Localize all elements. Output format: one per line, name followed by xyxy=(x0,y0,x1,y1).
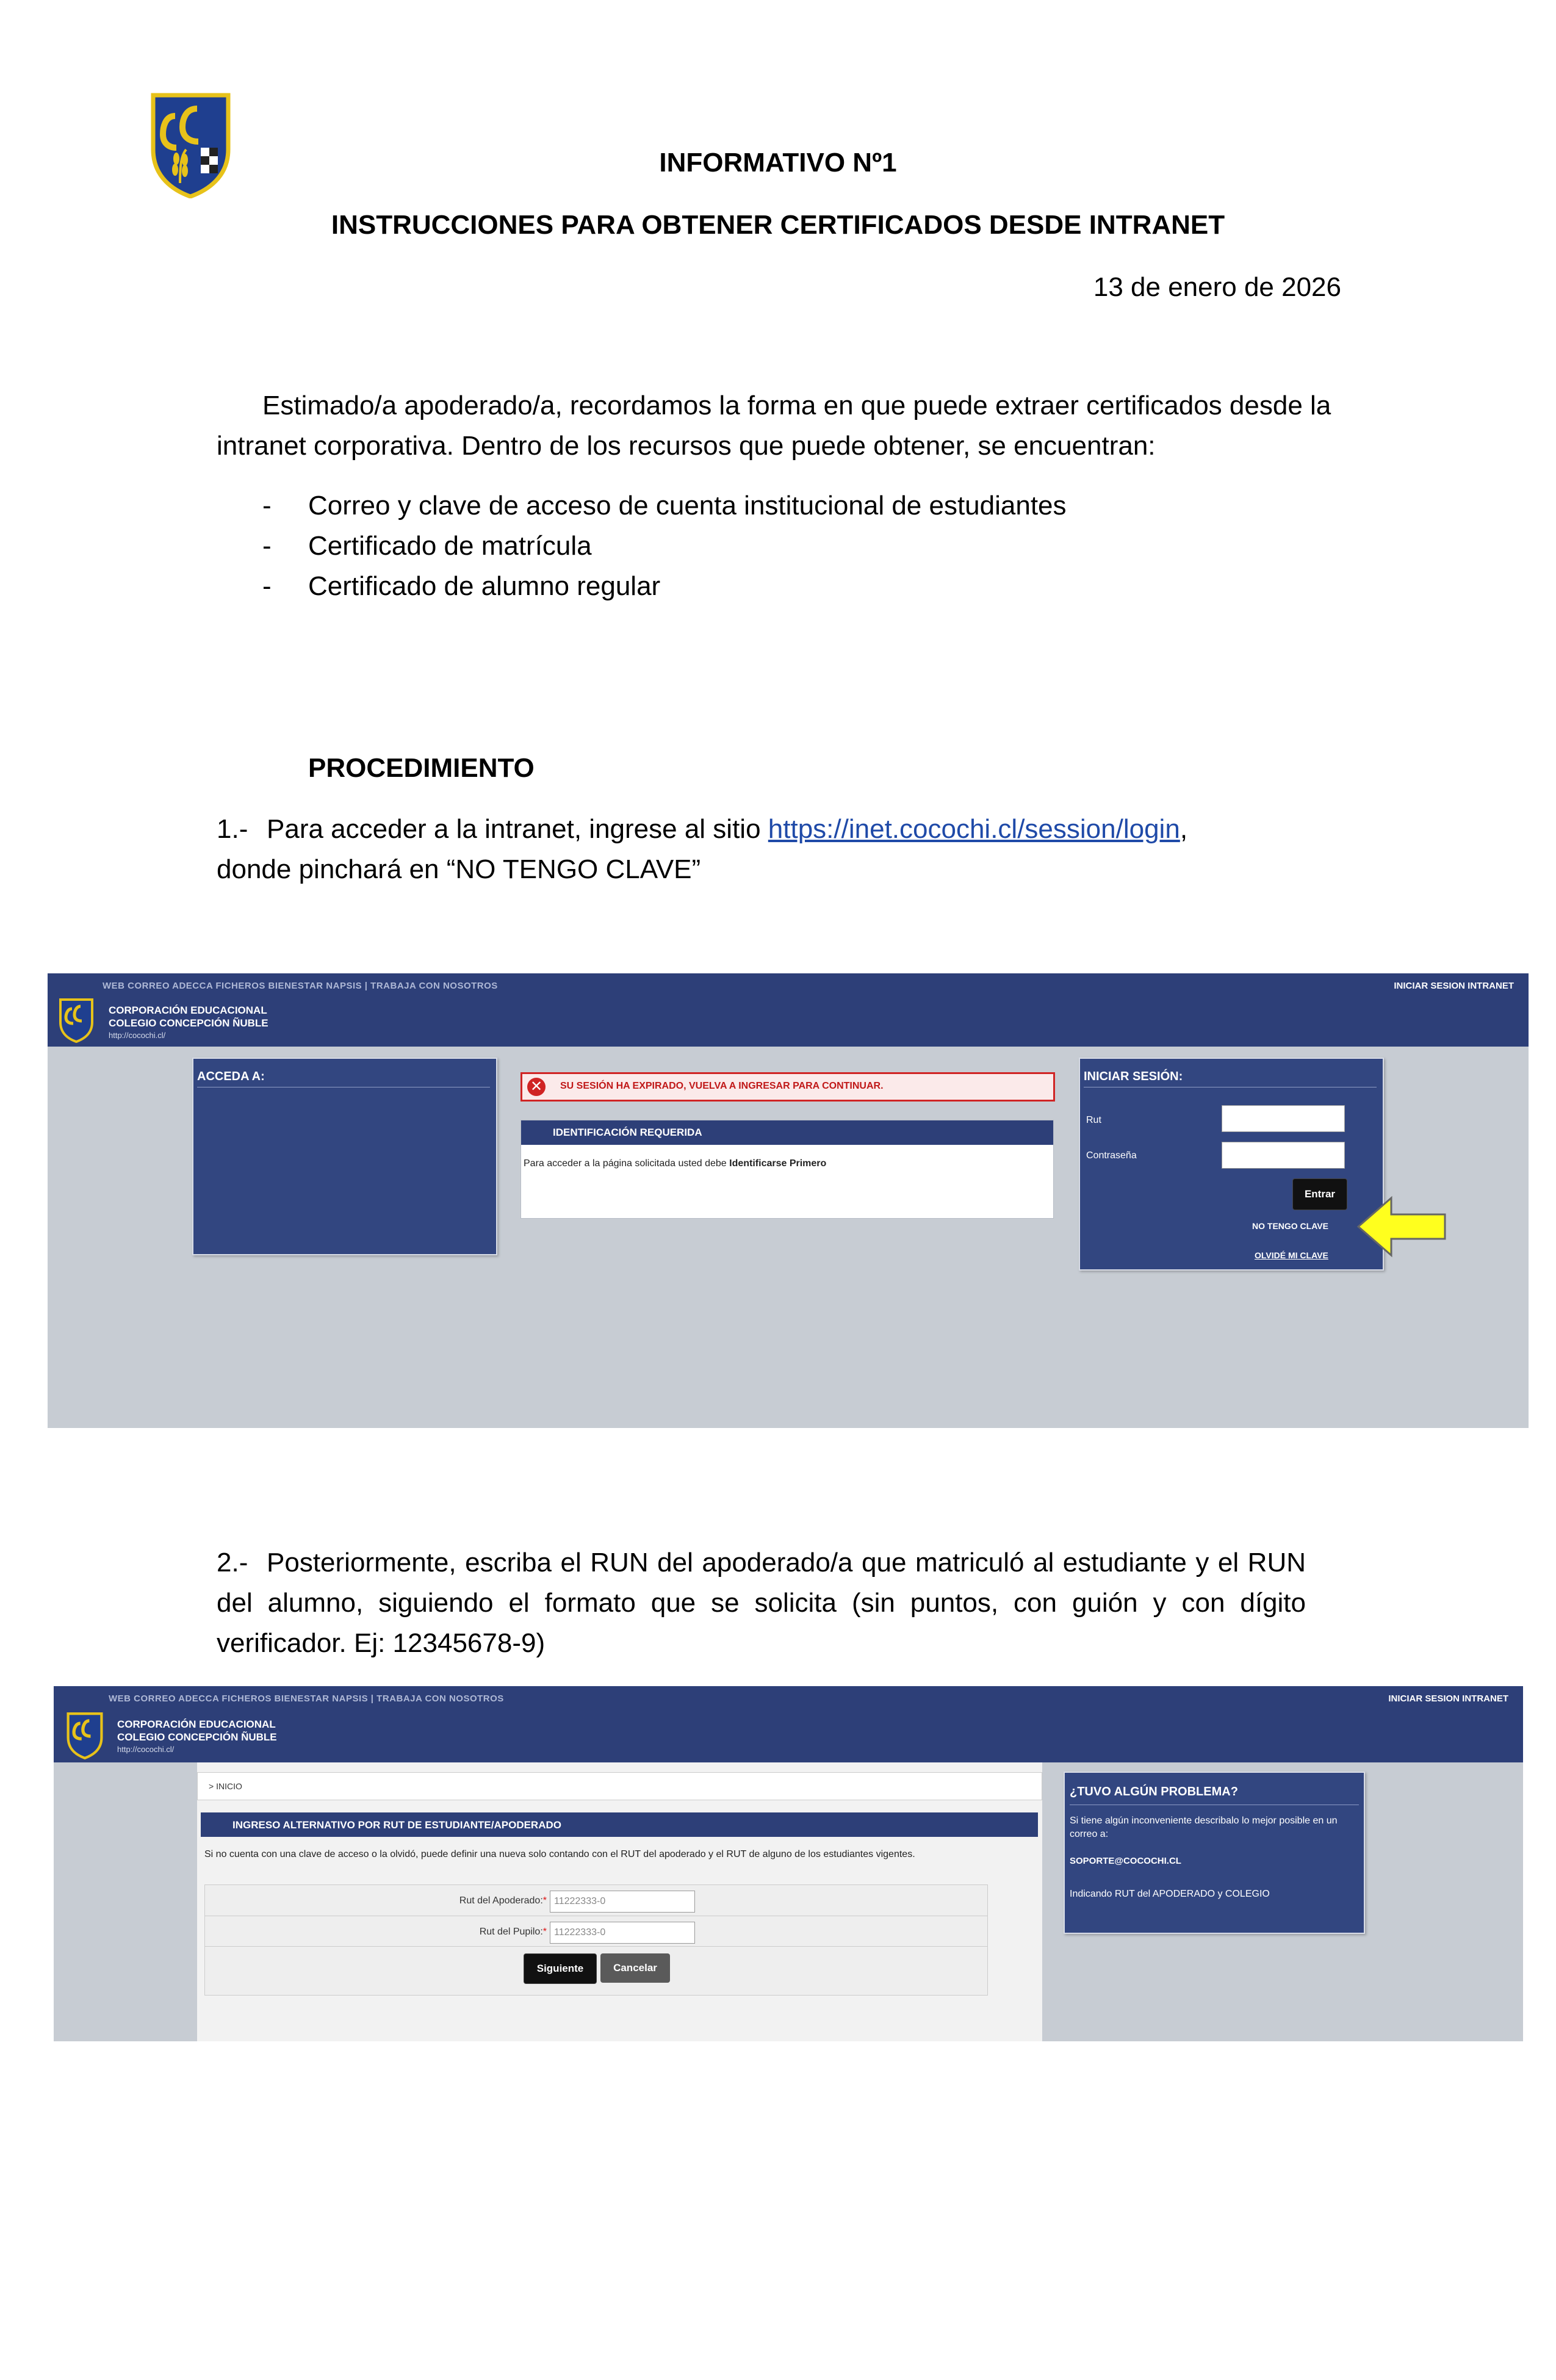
cancel-button[interactable]: Cancelar xyxy=(600,1953,670,1983)
breadcrumb xyxy=(197,1772,1042,1800)
intranet-login-link[interactable]: https://inet.cocochi.cl/session/login xyxy=(768,814,1180,844)
form-intro: Si no cuenta con una clave de acceso o la olvidó, puede definir una nueva solo contando con el RUT del apoderado y el RUT de alguno de los estudiantes vigentes. xyxy=(204,1849,915,1859)
help-panel xyxy=(1064,1772,1365,1934)
rut-pupilo-label-text: Rut del Pupilo: xyxy=(479,1927,543,1937)
next-button[interactable]: Siguiente xyxy=(524,1953,597,1984)
procedure-heading: PROCEDIMIENTO xyxy=(308,753,535,783)
alternative-login-screenshot xyxy=(54,1686,1523,2041)
resource-list xyxy=(262,486,1300,607)
org-name-line2: COLEGIO CONCEPCIÓN ÑUBLE xyxy=(117,1731,277,1743)
step2-paragraph xyxy=(217,1543,1306,1664)
required-mark: * xyxy=(542,1927,547,1937)
help-text: Si tiene algún inconveniente describalo lo mejor posible en un correo a: xyxy=(1070,1816,1338,1839)
help-email[interactable]: SOPORTE@COCOCHI.CL xyxy=(1070,1856,1181,1866)
rut-input[interactable] xyxy=(1222,1105,1345,1132)
form-title: INGRESO ALTERNATIVO POR RUT DE ESTUDIANTE/APODERADO xyxy=(232,1819,561,1831)
site-header xyxy=(54,1686,1523,1762)
list-item xyxy=(262,486,1300,526)
document-subtitle: INSTRUCCIONES PARA OBTENER CERTIFICADOS DESDE INTRANET xyxy=(331,210,1225,240)
list-item-text: Certificado de alumno regular xyxy=(308,571,661,601)
list-item xyxy=(262,526,1300,566)
document-date: 13 de enero de 2026 xyxy=(1093,272,1341,302)
session-expired-banner xyxy=(520,1072,1055,1102)
identification-text xyxy=(524,1158,826,1169)
no-password-link[interactable]: NO TENGO CLAVE xyxy=(1252,1221,1328,1231)
org-name-line1: CORPORACIÓN EDUCACIONAL xyxy=(109,1004,267,1016)
school-crest-logo xyxy=(149,92,232,198)
main-content xyxy=(197,1762,1042,2041)
rut-apoderado-label xyxy=(459,1895,547,1906)
top-nav[interactable]: WEB CORREO ADECCA FICHEROS BIENESTAR NAPSIS | TRABAJA CON NOSOTROS xyxy=(109,1693,504,1704)
help-note: Indicando RUT del APODERADO y COLEGIO xyxy=(1070,1889,1270,1899)
list-item-text: Certificado de matrícula xyxy=(308,531,592,561)
list-item xyxy=(262,566,1300,607)
help-title: ¿TUVO ALGÚN PROBLEMA? xyxy=(1070,1785,1238,1798)
row-divider xyxy=(205,1946,987,1947)
step1-number: 1.- xyxy=(217,814,248,844)
identification-title: IDENTIFICACIÓN REQUERIDA xyxy=(553,1127,702,1138)
list-bullet: - xyxy=(262,531,272,561)
site-header xyxy=(48,973,1529,1047)
rut-apoderado-input[interactable] xyxy=(550,1891,695,1913)
rut-apoderado-placeholder: 11222333-0 xyxy=(554,1896,606,1906)
identification-header xyxy=(521,1120,1053,1145)
rut-label: Rut xyxy=(1086,1115,1101,1125)
document-title: INFORMATIVO Nº1 xyxy=(659,148,897,178)
login-panel-title: INICIAR SESIÓN: xyxy=(1084,1070,1183,1083)
org-url[interactable]: http://cocochi.cl/ xyxy=(117,1745,175,1754)
rut-pupilo-label xyxy=(480,1927,547,1938)
top-nav[interactable]: WEB CORREO ADECCA FICHEROS BIENESTAR NAPSIS | TRABAJA CON NOSOTROS xyxy=(103,981,498,991)
form-header xyxy=(201,1812,1038,1837)
list-item-text: Correo y clave de acceso de cuenta institucional de estudiantes xyxy=(308,491,1067,521)
step2-text: Posteriormente, escriba el RUN del apoderado/a que matriculó al estudiante y el RUN del alumno, siguiendo el formato que se solicita (sin puntos, con guión y con dígito verificador. Ej: 12345678-9) xyxy=(217,1548,1306,1658)
login-panel xyxy=(1079,1058,1384,1271)
identification-box xyxy=(520,1120,1054,1219)
forgot-password-link[interactable]: OLVIDÉ MI CLAVE xyxy=(1255,1250,1328,1260)
list-bullet: - xyxy=(262,491,272,521)
password-label: Contraseña xyxy=(1086,1150,1137,1161)
enter-button[interactable]: Entrar xyxy=(1292,1178,1347,1210)
site-crest-icon xyxy=(66,1712,104,1759)
step1-text: Para acceder a la intranet, ingrese al sitio xyxy=(267,814,768,844)
site-crest-icon xyxy=(59,998,94,1043)
rut-pupilo-placeholder: 11222333-0 xyxy=(554,1927,606,1938)
org-url[interactable]: http://cocochi.cl/ xyxy=(109,1031,166,1040)
rut-apoderado-label-text: Rut del Apoderado: xyxy=(459,1895,543,1906)
identification-text-prefix: Para acceder a la página solicitada usted debe xyxy=(524,1158,730,1169)
org-name-line2: COLEGIO CONCEPCIÓN ÑUBLE xyxy=(109,1017,268,1029)
login-intranet-link[interactable]: INICIAR SESION INTRANET xyxy=(1388,1693,1508,1704)
rut-form-table xyxy=(204,1884,988,1996)
rut-pupilo-input[interactable] xyxy=(550,1922,695,1944)
intro-paragraph-text: Estimado/a apoderado/a, recordamos la forma en que puede extraer certificados desde la intranet corporativa. Dentro de los recursos que puede obtener, se encuentran: xyxy=(217,391,1331,461)
required-mark: * xyxy=(542,1895,547,1906)
yellow-arrow-icon xyxy=(1353,1193,1451,1260)
step1-punct: , xyxy=(1180,814,1188,844)
error-icon: ✕ xyxy=(527,1078,546,1096)
step1-paragraph xyxy=(217,809,1358,890)
list-bullet: - xyxy=(262,571,272,601)
login-screenshot xyxy=(48,973,1529,1428)
step2-number: 2.- xyxy=(217,1548,248,1578)
error-message: SU SESIÓN HA EXPIRADO, VUELVA A INGRESAR PARA CONTINUAR. xyxy=(560,1081,884,1091)
intro-paragraph xyxy=(217,386,1352,466)
step1-line2: donde pinchará en “NO TENGO CLAVE” xyxy=(217,854,701,884)
password-input[interactable] xyxy=(1222,1142,1345,1169)
breadcrumb-home-link[interactable]: > INICIO xyxy=(209,1781,242,1791)
login-intranet-link[interactable]: INICIAR SESION INTRANET xyxy=(1394,981,1514,991)
org-name-line1: CORPORACIÓN EDUCACIONAL xyxy=(117,1718,276,1730)
access-panel-title: ACCEDA A: xyxy=(197,1070,265,1083)
access-panel xyxy=(192,1058,497,1255)
identification-text-bold: Identificarse Primero xyxy=(729,1158,827,1169)
